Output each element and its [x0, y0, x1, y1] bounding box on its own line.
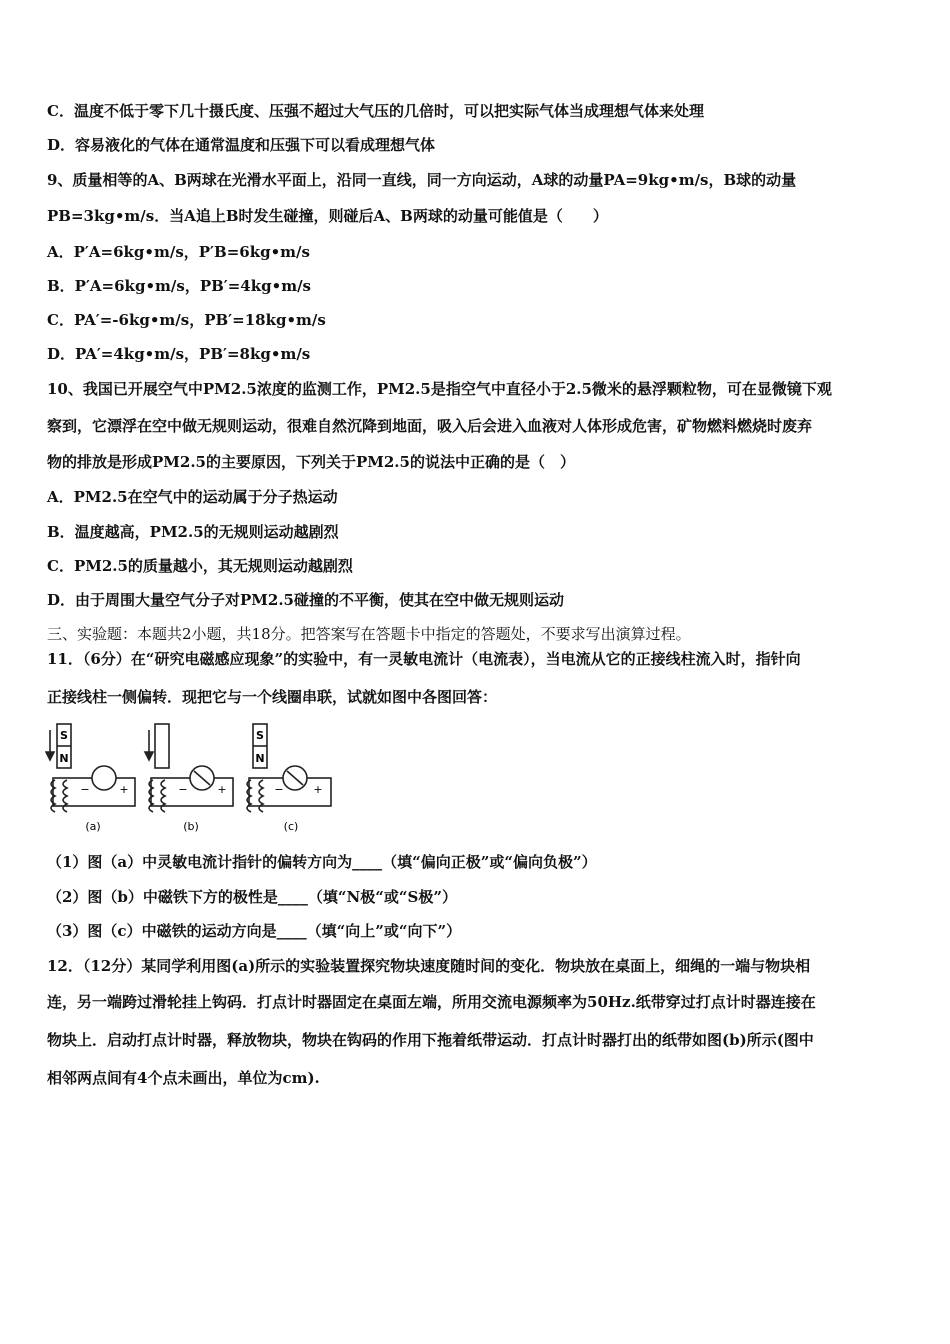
- panel-a-s-label: S: [60, 729, 68, 742]
- q10-option-a: A．PM2.5在空气中的运动属于分子热运动: [47, 488, 338, 506]
- panel-b-plus: +: [217, 783, 227, 796]
- question-12-line-3: 物块上．启动打点计时器，释放物块，物块在钩码的作用下拖着纸带运动．打点计时器打出的纸带如图(b)所示(图中: [47, 1031, 814, 1049]
- panel-c-plus: +: [313, 783, 323, 796]
- panel-c-s-label: S: [256, 729, 264, 742]
- q9-option-b: B．P′A=6kg•m/s，PB′=4kg•m/s: [47, 277, 312, 295]
- question-10-line-1: 10、我国已开展空气中PM2.5浓度的监测工作，PM2.5是指空气中直径小于2.5微米的悬浮颗粒物，可在显微镜下观: [47, 380, 832, 398]
- q9-option-a: A．P′A=6kg•m/s，P′B=6kg•m/s: [47, 243, 310, 261]
- panel-b-caption: (b): [183, 820, 199, 833]
- electromagnetic-induction-figure: [45, 720, 345, 840]
- q9-option-c: C．PA′=-6kg•m/s，PB′=18kg•m/s: [47, 311, 326, 329]
- section-3-heading: 三、实验题：本题共2小题，共18分。把答案写在答题卡中指定的答题处，不要求写出演算过程。: [47, 625, 691, 643]
- q10-option-c: C．PM2.5的质量越小，其无规则运动越剧烈: [47, 557, 353, 575]
- panel-a-caption: (a): [85, 820, 101, 833]
- question-11-line-2: 正接线柱一侧偏转．现把它与一个线圈串联，试就如图中各图回答：: [47, 688, 498, 706]
- question-9-line-1: 9、质量相等的A、B两球在光滑水平面上，沿同一直线，同一方向运动，A球的动量PA=9kg•m/s，B球的动量: [47, 171, 797, 189]
- question-10-line-3: 物的排放是形成PM2.5的主要原因，下列关于PM2.5的说法中正确的是（ ）: [47, 453, 575, 471]
- q10-option-b: B．温度越高，PM2.5的无规则运动越剧烈: [47, 523, 339, 541]
- line-d-option: D．容易液化的气体在通常温度和压强下可以看成理想气体: [47, 136, 436, 154]
- question-12-line-4: 相邻两点间有4个点未画出，单位为cm).: [47, 1069, 320, 1087]
- panel-c-n-label: N: [255, 752, 265, 765]
- panel-b-minus: −: [178, 783, 188, 796]
- panel-a-n-label: N: [59, 752, 69, 765]
- panel-a-minus: −: [80, 783, 90, 796]
- question-10-line-2: 察到，它漂浮在空中做无规则运动，很难自然沉降到地面，吸入后会进入血液对人体形成危害，矿物燃料燃烧时废弃: [47, 417, 813, 435]
- question-12-line-1: 12．（12分）某同学利用图(a)所示的实验装置探究物块速度随时间的变化．物块放在桌面上，细绳的一端与物块相: [47, 957, 811, 975]
- panel-c-caption: (c): [283, 820, 299, 833]
- panel-c-minus: −: [274, 783, 284, 796]
- q9-option-d: D．PA′=4kg•m/s，PB′=8kg•m/s: [47, 345, 311, 363]
- question-9-line-2: PB=3kg•m/s．当A追上B时发生碰撞，则碰后A、B两球的动量可能值是（ ）: [47, 207, 608, 225]
- line-c-option: C．温度不低于零下几十摄氏度、压强不超过大气压的几倍时，可以把实际气体当成理想气体来处理: [47, 102, 704, 120]
- question-11-line-1: 11．（6分）在“研究电磁感应现象”的实验中，有一灵敏电流计（电流表），当电流从它的正接线柱流入时，指针向: [47, 650, 801, 668]
- question-12-line-2: 连，另一端跨过滑轮挂上钩码．打点计时器固定在桌面左端，所用交流电源频率为50Hz.纸带穿过打点计时器连接在: [47, 993, 816, 1011]
- question-11-part-2: （2）图（b）中磁铁下方的极性是____（填“N极“或“S极”）: [47, 888, 457, 906]
- question-11-part-1: （1）图（a）中灵敏电流计指针的偏转方向为____（填“偏向正极”或“偏向负极”）: [47, 853, 597, 871]
- q10-option-d: D．由于周围大量空气分子对PM2.5碰撞的不平衡，使其在空中做无规则运动: [47, 591, 564, 609]
- panel-a-plus: +: [119, 783, 129, 796]
- panel-b: [145, 724, 233, 812]
- question-11-part-3: （3）图（c）中磁铁的运动方向是____（填“向上”或“向下”）: [47, 922, 462, 940]
